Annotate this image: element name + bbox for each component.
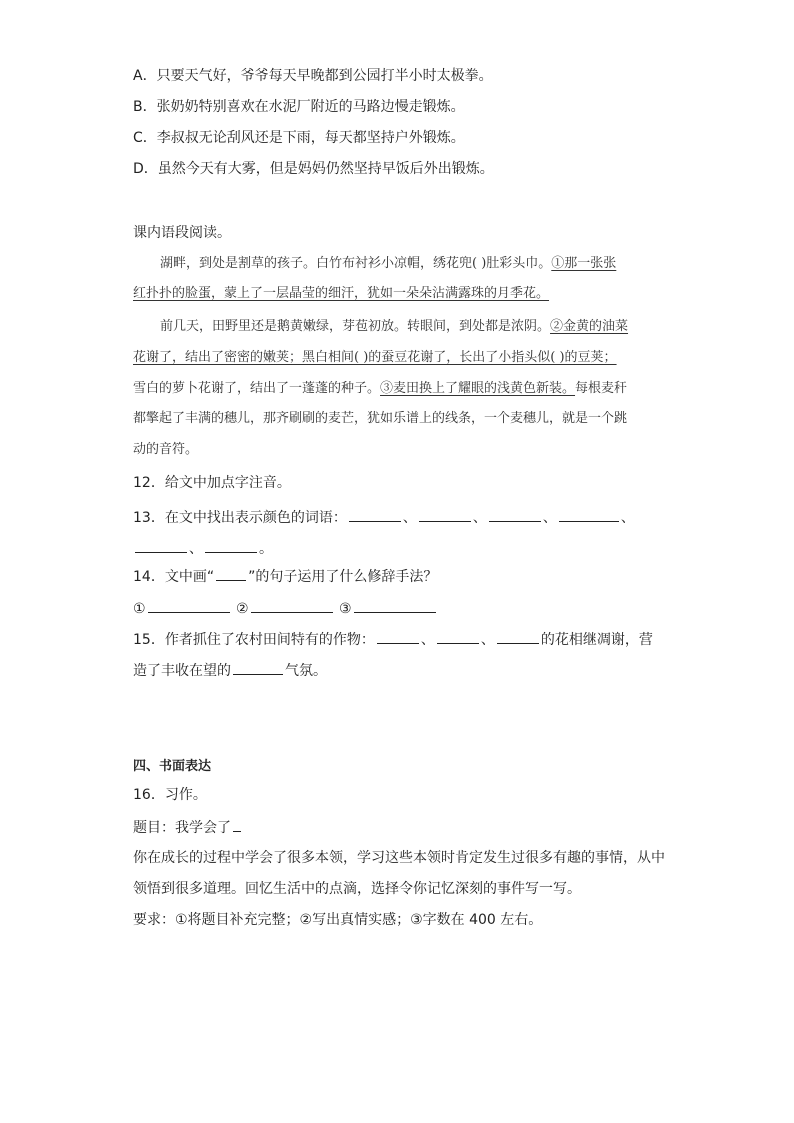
essay-description: 领悟到很多道理。回忆生活中的点滴，选择令你记忆深刻的事件写一写。 bbox=[133, 881, 581, 897]
essay-requirements: 要求：①将题目补充完整；②写出真情实感；③字数在 400 左右。 bbox=[133, 912, 543, 928]
passage-line: 前几天，田野里还是鹅黄嫩绿，芽苞初放。转眼间，到处都是浓阴。②金黄的油菜 bbox=[160, 319, 629, 334]
answer-blank[interactable] bbox=[205, 538, 257, 553]
answer-blank[interactable] bbox=[349, 507, 401, 522]
question-16: 16．习作。 bbox=[133, 787, 207, 803]
answer-blank[interactable] bbox=[233, 660, 283, 675]
underlined-sentence: 花谢了，结出了密密的嫩荚；黑白相间( )的蚕豆花谢了，长出了小指头似( )的豆荚； bbox=[133, 350, 617, 365]
answer-blank[interactable] bbox=[233, 817, 241, 832]
answer-blank[interactable] bbox=[251, 598, 333, 613]
underlined-sentence: ②金黄的油菜 bbox=[550, 319, 629, 334]
underline-mark bbox=[216, 566, 246, 581]
option-d: D．虽然今天有大雾，但是妈妈仍然坚持早饭后外出锻炼。 bbox=[133, 161, 494, 177]
answer-blank[interactable] bbox=[148, 598, 230, 613]
question-15-cont: 造了丰收在望的 气氛。 bbox=[133, 660, 327, 681]
question-14-answers: ① ② ③ bbox=[133, 598, 438, 619]
question-13-cont: 、 。 bbox=[133, 538, 273, 559]
essay-topic: 题目：我学会了 bbox=[133, 817, 243, 838]
underlined-sentence: ①那一张张 bbox=[551, 256, 617, 271]
reading-heading: 课内语段阅读。 bbox=[133, 225, 231, 241]
passage-line: 湖畔，到处是割草的孩子。白竹布衬衫小凉帽，绣花兜( )肚彩头巾。①那一张张 bbox=[160, 256, 617, 271]
underlined-sentence: ③麦田换上了耀眼的浅黄色新装。 bbox=[380, 381, 576, 396]
answer-blank[interactable] bbox=[135, 538, 187, 553]
option-a: A．只要天气好，爷爷每天早晚都到公园打半小时太极拳。 bbox=[133, 68, 493, 84]
passage-line: 雪白的萝卜花谢了，结出了一蓬蓬的种子。③麦田换上了耀眼的浅黄色新装。每根麦秆 bbox=[133, 381, 628, 396]
answer-blank[interactable] bbox=[559, 507, 619, 522]
question-13: 13．在文中找出表示颜色的词语： 、 、 、 、 bbox=[133, 507, 635, 528]
question-12: 12．给文中加点字注音。 bbox=[133, 475, 291, 491]
section-title: 四、书面表达 bbox=[133, 759, 212, 774]
passage-line: 都擎起了丰满的穗儿，那齐刷刷的麦芒，犹如乐谱上的线条，一个麦穗儿，就是一个跳 bbox=[133, 411, 628, 426]
option-c: C．李叔叔无论刮风还是下雨，每天都坚持户外锻炼。 bbox=[133, 130, 465, 146]
option-b: B．张奶奶特别喜欢在水泥厂附近的马路边慢走锻炼。 bbox=[133, 99, 465, 115]
answer-blank[interactable] bbox=[377, 629, 419, 644]
question-15: 15．作者抓住了农村田间特有的作物： 、 、 的花相继凋谢，营 bbox=[133, 629, 653, 650]
essay-description: 你在成长的过程中学会了很多本领，学习这些本领时肯定发生过很多有趣的事情，从中 bbox=[133, 850, 665, 866]
answer-blank[interactable] bbox=[497, 629, 539, 644]
answer-blank[interactable] bbox=[437, 629, 479, 644]
answer-blank[interactable] bbox=[489, 507, 541, 522]
passage-line: 动的音符。 bbox=[133, 442, 199, 457]
answer-blank[interactable] bbox=[419, 507, 471, 522]
underlined-sentence: 红扑扑的脸蛋，蒙上了一层晶莹的细汗，犹如一朵朵沾满露珠的月季花。 bbox=[133, 286, 550, 301]
answer-blank[interactable] bbox=[354, 598, 436, 613]
question-14: 14．文中画“ ”的句子运用了什么修辞手法？ bbox=[133, 566, 437, 587]
